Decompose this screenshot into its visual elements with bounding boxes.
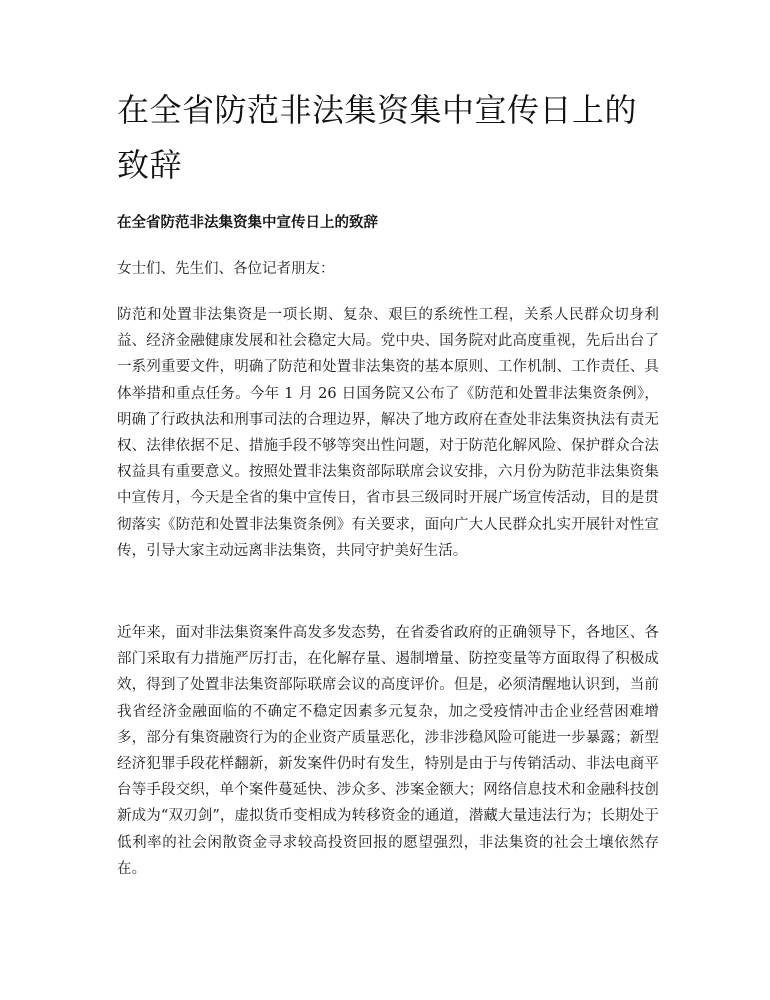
document-title: 在全省防范非法集资集中宣传日上的致辞	[117, 91, 638, 184]
body-paragraph: 防范和处置非法集资是一项长期、复杂、艰巨的系统性工程，关系人民群众切身利益、经济金融健康发展和社会稳定大局。党中央、国务院对此高度重视，先后出台了一系列重要文件，明确了防范和处置非法集资的基本原则、工作机制、工作责任、具体举措和重点任务。今年 1 月 26 日国务院又公布了《防范和处置非法集资条例》，明确了行政执法和刑事司法的合理边界，解决了地方政府在查处非法集资执法有责无权、法律依据不足、措施手段不够等突出性问题，对于防范化解风险、保护群众合法权益具有重要意义。按照处置非法集资部际联席会议安排，六月份为防范非法集资集中宣传月，今天是全省的集中宣传日，省市县三级同时开展广场宣传活动，目的是贯彻落实《防范和处置非法集资条例》有关要求，面向广大人民群众扎实开展针对性宣传，引导大家主动远离非法集资，共同守护美好生活。	[117, 307, 659, 559]
body-paragraph: 近年来，面对非法集资案件高发多发态势，在省委省政府的正确领导下，各地区、各部门采取有力措施严厉打击，在化解存量、遏制增量、防控变量等方面取得了积极成效，得到了处置非法集资部际联席会议的高度评价。但是，必须清醒地认识到，当前我省经济金融面临的不确定不稳定因素多元复杂，加之受疫情冲击企业经营困难增多，部分有集资融资行为的企业资产质量恶化，涉非涉稳风险可能进一步暴露；新型经济犯罪手段花样翻新，新发案件仍时有发生，特别是由于与传销活动、非法电商平台等手段交织，单个案件蔓延快、涉众多、涉案金额大；网络信息技术和金融科技创新成为“双刃剑”，虚拟货币变相成为转移资金的通道，潜藏大量违法行为；长期处于低利率的社会闲散资金寻求较高投资回报的愿望强烈，非法集资的社会土壤依然存在。	[117, 625, 659, 877]
document-subtitle: 在全省防范非法集资集中宣传日上的致辞	[117, 214, 378, 231]
salutation: 女士们、先生们、各位记者朋友：	[117, 261, 335, 277]
